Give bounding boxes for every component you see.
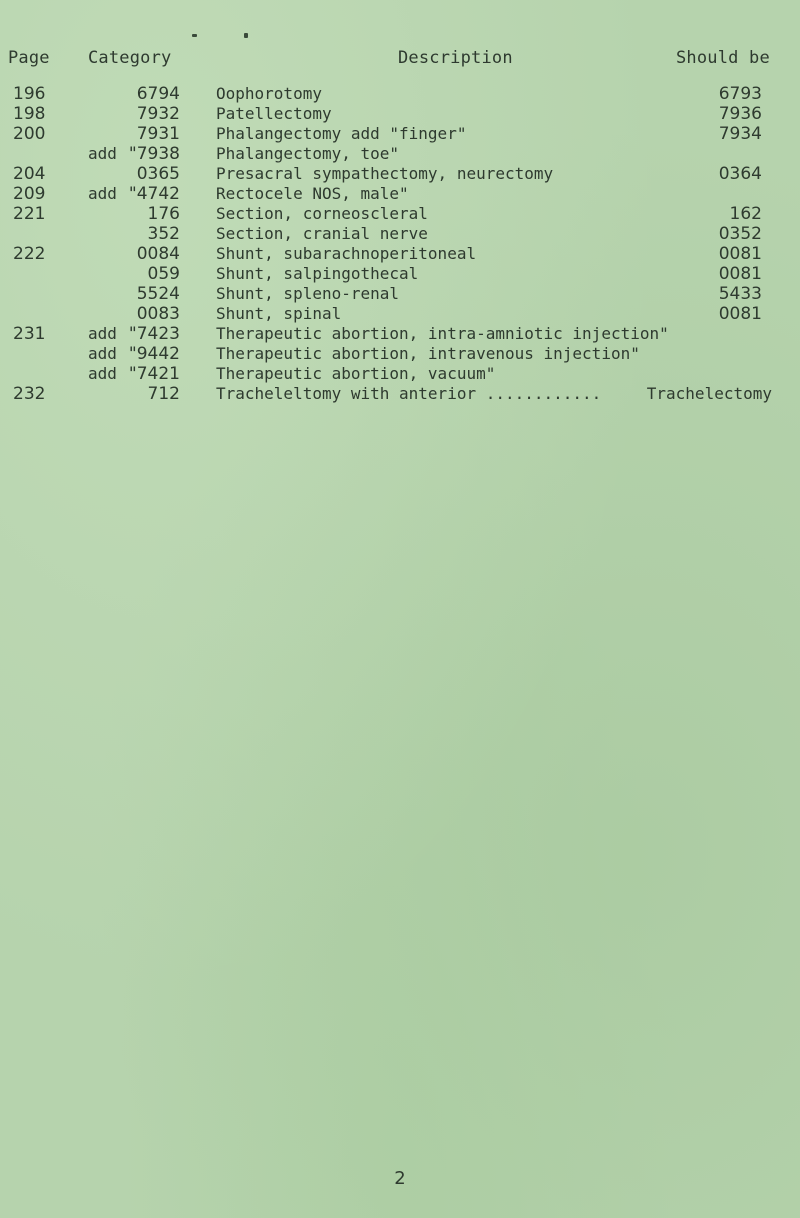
table-row bbox=[0, 284, 800, 304]
row-page: 200 bbox=[13, 124, 46, 144]
row-description: Shunt, spinal bbox=[216, 304, 342, 323]
row-description: Shunt, subarachnoperitoneal bbox=[216, 244, 477, 263]
row-category: 059 bbox=[147, 264, 180, 284]
row-page: 231 bbox=[13, 324, 46, 344]
row-should-be: 7934 bbox=[718, 124, 762, 144]
row-description: Shunt, spleno-renal bbox=[216, 284, 400, 303]
table-row bbox=[0, 324, 800, 344]
table-row bbox=[0, 104, 800, 124]
row-category: 5524 bbox=[136, 284, 180, 304]
table-row bbox=[0, 164, 800, 184]
row-should-be: 7936 bbox=[718, 104, 762, 124]
row-page: 209 bbox=[13, 184, 46, 204]
row-description: Section, cranial nerve bbox=[216, 224, 428, 243]
row-description: Phalangectomy add "finger" bbox=[216, 124, 467, 143]
row-description: Tracheleltomy with anterior ............ bbox=[216, 384, 602, 403]
page-number: 2 bbox=[394, 1168, 406, 1189]
header-page: Page bbox=[8, 48, 50, 68]
row-description: Therapeutic abortion, intra-amniotic injection" bbox=[216, 324, 669, 343]
row-description: Shunt, salpingothecal bbox=[216, 264, 419, 283]
table-row bbox=[0, 184, 800, 204]
header-should-be: Should be bbox=[676, 48, 770, 68]
row-category: 0365 bbox=[136, 164, 180, 184]
row-page: 222 bbox=[13, 244, 46, 264]
row-should-be: 162 bbox=[729, 204, 762, 224]
row-description: Patellectomy bbox=[216, 104, 332, 123]
header-category: Category bbox=[88, 48, 172, 68]
row-should-be: 0081 bbox=[718, 264, 762, 284]
row-add: add bbox=[88, 324, 117, 343]
row-add: add bbox=[88, 344, 117, 363]
row-category: 6794 bbox=[136, 84, 180, 104]
row-add: add bbox=[88, 144, 117, 163]
row-description: Phalangectomy, toe" bbox=[216, 144, 400, 163]
row-description: Section, corneoscleral bbox=[216, 204, 428, 223]
row-category: "9442 bbox=[128, 344, 180, 364]
row-description: Oophorotomy bbox=[216, 84, 322, 103]
row-page: 204 bbox=[13, 164, 46, 184]
row-page: 196 bbox=[13, 84, 46, 104]
row-add: add bbox=[88, 364, 117, 383]
corrections-table bbox=[0, 84, 800, 404]
column-header-row bbox=[0, 48, 800, 74]
row-add: add bbox=[88, 184, 117, 203]
row-category: 7931 bbox=[136, 124, 180, 144]
row-page: 198 bbox=[13, 104, 46, 124]
row-page: 232 bbox=[13, 384, 46, 404]
row-description: Rectocele NOS, male" bbox=[216, 184, 409, 203]
scan-speck bbox=[244, 33, 248, 38]
table-row bbox=[0, 344, 800, 364]
row-category: 176 bbox=[147, 204, 180, 224]
header-description: Description bbox=[398, 48, 513, 68]
row-category: 0083 bbox=[136, 304, 180, 324]
row-category: 712 bbox=[147, 384, 180, 404]
row-should-be: 0352 bbox=[718, 224, 762, 244]
table-row bbox=[0, 244, 800, 264]
row-category: "7421 bbox=[128, 364, 180, 384]
table-row bbox=[0, 304, 800, 324]
row-category: 352 bbox=[147, 224, 180, 244]
table-row bbox=[0, 364, 800, 384]
row-should-be: Trachelectomy bbox=[646, 384, 772, 403]
row-should-be: 0364 bbox=[718, 164, 762, 184]
row-should-be: 5433 bbox=[718, 284, 762, 304]
table-row bbox=[0, 264, 800, 284]
row-should-be: 6793 bbox=[718, 84, 762, 104]
table-row bbox=[0, 224, 800, 244]
table-row bbox=[0, 144, 800, 164]
scan-speck bbox=[192, 34, 197, 37]
row-category: "7938 bbox=[128, 144, 180, 164]
row-description: Therapeutic abortion, intravenous injection" bbox=[216, 344, 640, 363]
row-category: 0084 bbox=[136, 244, 180, 264]
row-should-be: 0081 bbox=[718, 244, 762, 264]
row-category: "7423 bbox=[128, 324, 180, 344]
row-category: "4742 bbox=[128, 184, 180, 204]
table-row bbox=[0, 204, 800, 224]
table-row bbox=[0, 84, 800, 104]
row-category: 7932 bbox=[136, 104, 180, 124]
row-description: Presacral sympathectomy, neurectomy bbox=[216, 164, 554, 183]
row-should-be: 0081 bbox=[718, 304, 762, 324]
table-row bbox=[0, 124, 800, 144]
row-description: Therapeutic abortion, vacuum" bbox=[216, 364, 496, 383]
row-page: 221 bbox=[13, 204, 46, 224]
table-row bbox=[0, 384, 800, 404]
